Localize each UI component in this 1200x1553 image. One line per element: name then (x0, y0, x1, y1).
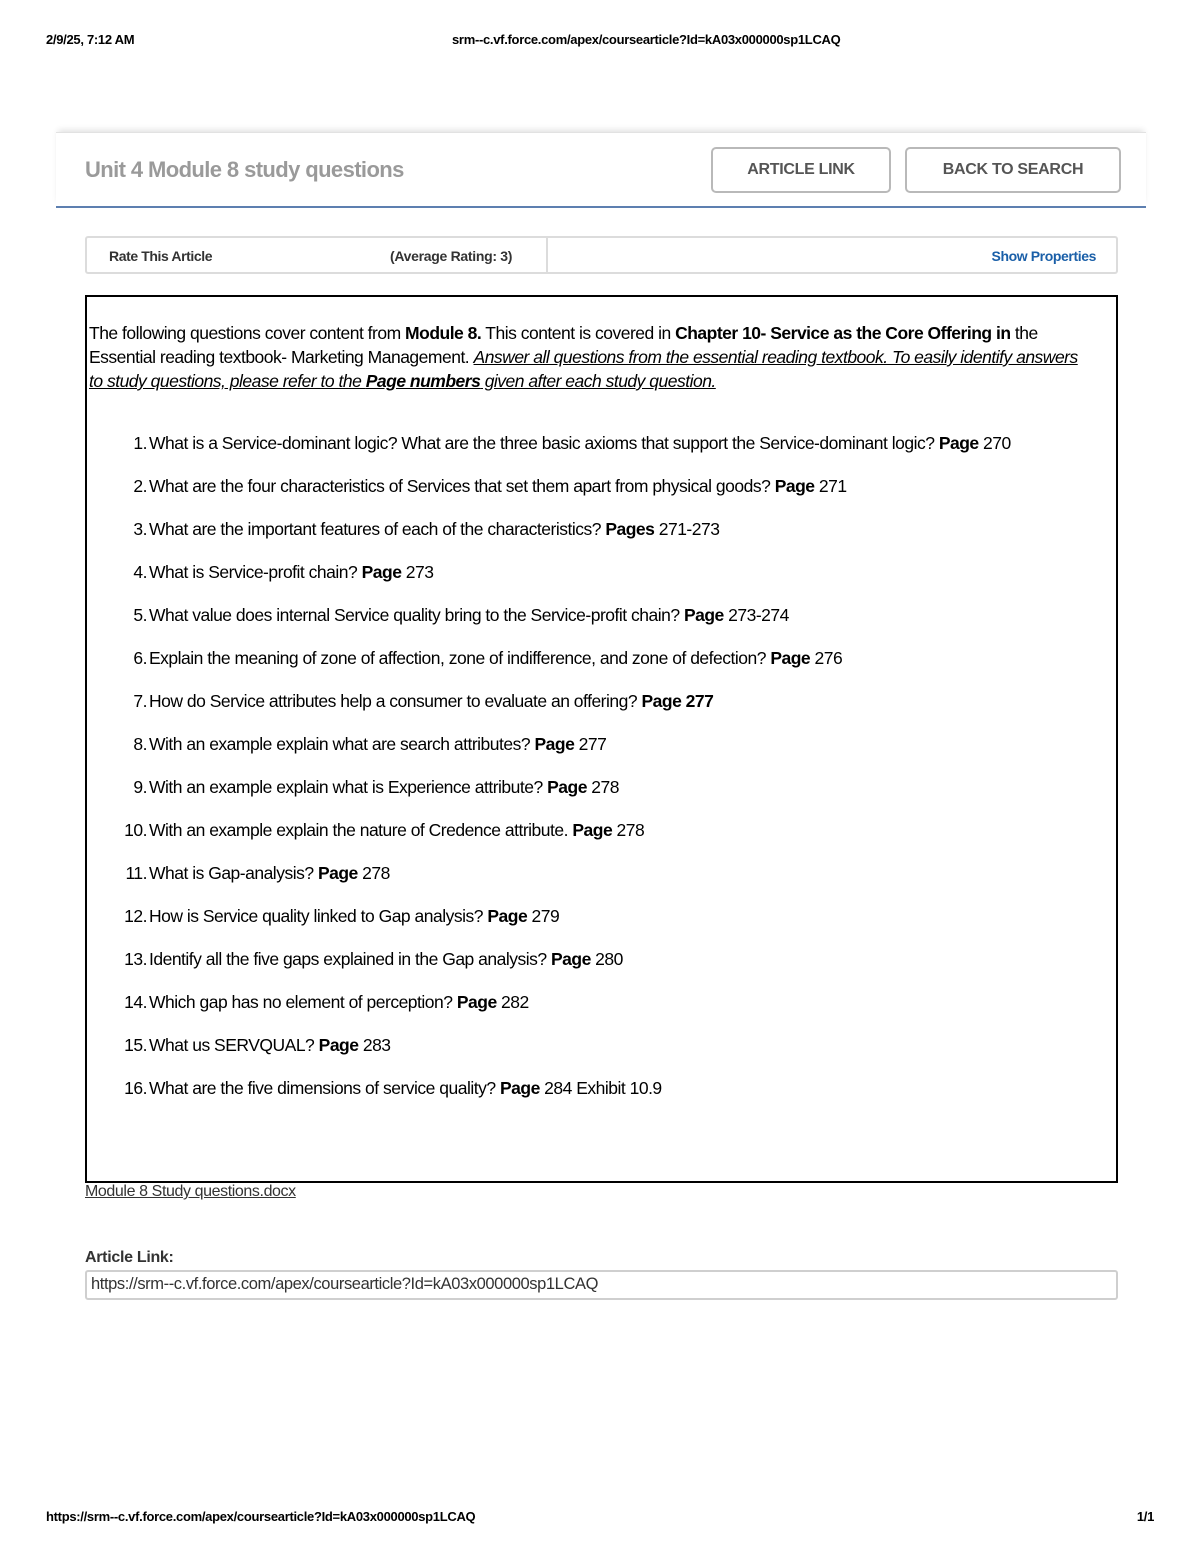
list-item (115, 947, 1095, 971)
question-number: 15. (124, 1035, 147, 1055)
question-text: What are the five dimensions of service quality? (149, 1078, 500, 1098)
list-item (115, 1033, 1095, 1057)
page-reference: Pages (605, 519, 655, 539)
page-reference: Page 277 (641, 691, 714, 711)
rating-bar (85, 236, 1118, 274)
question-number: 7. (133, 691, 147, 711)
question-number: 6. (133, 648, 147, 668)
question-number: 9. (133, 777, 147, 797)
page-number: 276 (810, 648, 843, 668)
question-number: 4. (133, 562, 147, 582)
page-reference: Page (774, 476, 815, 496)
page-reference: Page (938, 433, 979, 453)
list-item (115, 1076, 1095, 1100)
page-number: 280 (590, 949, 623, 969)
footer-page-number: 1/1 (1136, 1509, 1154, 1524)
question-text: What is Service-profit chain? (149, 562, 362, 582)
question-text: What are the four characteristics of Services that set them apart from physical goods? (149, 476, 775, 496)
intro-paragraph (89, 321, 1089, 393)
page-reference: Page (499, 1078, 540, 1098)
intro-instruction: given after each study question. (480, 371, 716, 391)
page-reference: Page (487, 906, 528, 926)
study-question-list (115, 431, 1095, 1119)
question-text: Which gap has no element of perception? (149, 992, 457, 1012)
question-number: 5. (133, 605, 147, 625)
page-number: 271 (814, 476, 847, 496)
list-item (115, 517, 1095, 541)
page-number: 273 (401, 562, 434, 582)
page-number: 273-274 (723, 605, 789, 625)
intro-instruction: Answer all questions from the essential reading textbook. To easily identify answers to study questions, please refer to the (89, 347, 1078, 391)
page-number: 270 (978, 433, 1011, 453)
page-reference: Page (547, 777, 587, 797)
question-number: 2. (133, 476, 147, 496)
intro-module: Module 8. (405, 323, 482, 343)
article-link-button[interactable]: ARTICLE LINK (711, 147, 891, 193)
show-properties-link[interactable]: Show Properties (991, 248, 1096, 264)
question-text: How is Service quality linked to Gap analysis? (149, 906, 488, 926)
page-reference: Page (534, 734, 575, 754)
question-number: 3. (133, 519, 147, 539)
print-header (46, 32, 1154, 52)
intro-chapter: Chapter 10- Service as the Core Offering in (675, 323, 1011, 343)
page-number: 279 (527, 906, 560, 926)
page-reference: Page (318, 1035, 359, 1055)
question-text: What is a Service-dominant logic? What are the three basic axioms that support the Service-dominant logic? (149, 433, 939, 453)
list-item (115, 431, 1095, 455)
question-text: What are the important features of each of the characteristics? (149, 519, 606, 539)
page-reference: Page (456, 992, 497, 1012)
question-number: 12. (124, 906, 147, 926)
page-reference: Page (770, 648, 811, 668)
question-text: With an example explain the nature of Credence attribute. (149, 820, 573, 840)
question-number: 13. (124, 949, 147, 969)
list-item (115, 603, 1095, 627)
list-item (115, 560, 1095, 584)
question-text: With an example explain what is Experience attribute? (149, 777, 548, 797)
article-link-label: Article Link: (85, 1249, 174, 1266)
page-reference: Page (683, 605, 724, 625)
page-number: 278 (612, 820, 645, 840)
list-item (115, 990, 1095, 1014)
print-footer (46, 1509, 1154, 1529)
list-item (115, 689, 1095, 713)
list-item (115, 775, 1095, 799)
list-item (115, 904, 1095, 928)
average-rating: (Average Rating: 3) (390, 248, 513, 264)
page-number: 283 (358, 1035, 391, 1055)
question-number: 10. (124, 820, 147, 840)
page-number: 278 (586, 777, 619, 797)
question-text: What value does internal Service quality bring to the Service-profit chain? (149, 605, 684, 625)
question-text: Explain the meaning of zone of affection, zone of indifference, and zone of defection? (149, 648, 771, 668)
footer-url: https://srm--c.vf.force.com/apex/coursearticle?Id=kA03x000000sp1LCAQ (46, 1509, 476, 1524)
question-number: 16. (124, 1078, 147, 1098)
article-link-field[interactable]: https://srm--c.vf.force.com/apex/coursearticle?Id=kA03x000000sp1LCAQ (85, 1270, 1118, 1300)
article-body (85, 295, 1118, 1183)
intro-page-numbers: Page numbers (365, 371, 481, 391)
list-item (115, 818, 1095, 842)
page-reference: Page (572, 820, 613, 840)
intro-text: the Essential reading textbook- Marketing Management. (89, 323, 1038, 367)
page-number: 271-273 (654, 519, 720, 539)
question-text: What is Gap-analysis? (149, 863, 318, 883)
page-number: 282 (496, 992, 529, 1012)
list-item (115, 861, 1095, 885)
page-number: 278 (357, 863, 390, 883)
question-text: How do Service attributes help a consumer to evaluate an offering? (149, 691, 642, 711)
intro-text: The following questions cover content from (89, 323, 406, 343)
attachment-link[interactable]: Module 8 Study questions.docx (85, 1183, 296, 1200)
list-item (115, 474, 1095, 498)
page-reference: Page (550, 949, 591, 969)
question-text: Identify all the five gaps explained in the Gap analysis? (149, 949, 551, 969)
question-number: 14. (124, 992, 147, 1012)
question-number: 1. (133, 433, 147, 453)
question-number: 8. (133, 734, 147, 754)
page-reference: Page (317, 863, 358, 883)
list-item (115, 732, 1095, 756)
question-text: With an example explain what are search attributes? (149, 734, 535, 754)
list-item (115, 646, 1095, 670)
question-number: 11. (125, 863, 147, 883)
question-text: What us SERVQUAL? (149, 1035, 319, 1055)
page-number: 284 Exhibit 10.9 (539, 1078, 662, 1098)
rating-divider (546, 236, 548, 274)
article-header-bar (56, 132, 1146, 208)
rate-this-article[interactable]: Rate This Article (109, 248, 213, 264)
page-number: 277 (574, 734, 607, 754)
print-datetime: 2/9/25, 7:12 AM (46, 32, 135, 47)
page-reference: Page (361, 562, 402, 582)
page-title: Unit 4 Module 8 study questions (85, 157, 404, 182)
intro-text: This content is covered in (481, 323, 676, 343)
back-to-search-button[interactable]: BACK TO SEARCH (905, 147, 1121, 193)
print-url: srm--c.vf.force.com/apex/coursearticle?Id=kA03x000000sp1LCAQ (452, 32, 841, 47)
